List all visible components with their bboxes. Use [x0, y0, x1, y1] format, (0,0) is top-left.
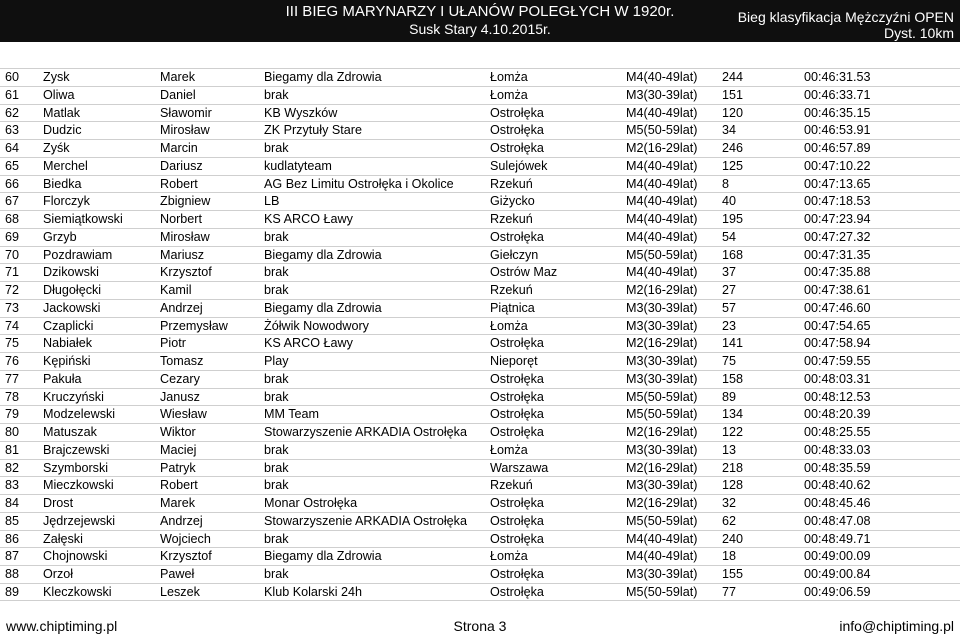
table-row — [0, 423, 960, 441]
table-row — [0, 317, 960, 335]
city-cell: Łomża — [490, 70, 528, 84]
results-header — [0, 0, 960, 42]
city-cell: Rzekuń — [490, 212, 533, 226]
last-name-cell: Mieczkowski — [43, 478, 114, 493]
first-name-cell: Andrzej — [160, 300, 203, 315]
bib-number-cell: 8 — [722, 176, 730, 191]
category-cell: M4(40-49lat) — [626, 194, 698, 209]
finish-time-cell: 00:48:35.59 — [804, 460, 871, 475]
last-name-cell: Dudzic — [43, 123, 82, 138]
first-name-cell: Marek — [160, 70, 195, 84]
last-name-cell: Grzyb — [43, 229, 77, 244]
table-row — [0, 281, 960, 299]
last-name-cell: Jędrzejewski — [43, 513, 116, 528]
category-cell: M4(40-49lat) — [626, 212, 698, 226]
last-name-cell: Dzikowski — [43, 265, 99, 280]
city-cell: Ostrołęka — [490, 567, 544, 581]
bib-number-cell: 155 — [722, 567, 744, 581]
place-cell: 83 — [5, 478, 20, 493]
last-name-cell: Drost — [43, 496, 74, 510]
last-name-cell: Modzelewski — [43, 407, 116, 422]
club-cell: KB Wyszków — [264, 105, 338, 120]
last-name-cell: Długołęcki — [43, 283, 102, 297]
table-row — [0, 121, 960, 139]
finish-time-cell: 00:47:54.65 — [804, 318, 871, 333]
city-cell: Sulejówek — [490, 158, 548, 173]
bib-number-cell: 18 — [722, 549, 737, 564]
category-cell: M2(16-29lat) — [626, 496, 698, 510]
category-cell: M2(16-29lat) — [626, 460, 698, 475]
table-row — [0, 352, 960, 370]
city-cell: Ostrołęka — [490, 496, 544, 510]
city-cell: Ostrołęka — [490, 123, 544, 138]
bib-number-cell: 122 — [722, 425, 744, 439]
bib-number-cell: 77 — [722, 584, 737, 599]
category-cell: M4(40-49lat) — [626, 176, 698, 191]
category-cell: M2(16-29lat) — [626, 425, 698, 439]
finish-time-cell: 00:46:35.15 — [804, 105, 871, 120]
category-cell: M4(40-49lat) — [626, 531, 698, 546]
city-cell: Ostrołęka — [490, 407, 544, 422]
first-name-cell: Zbigniew — [160, 194, 211, 209]
last-name-cell: Florczyk — [43, 194, 90, 209]
first-name-cell: Wojciech — [160, 531, 211, 546]
first-name-cell: Marcin — [160, 141, 198, 155]
club-cell: Klub Kolarski 24h — [264, 584, 363, 599]
place-cell: 87 — [5, 549, 20, 564]
table-row — [0, 441, 960, 459]
place-cell: 64 — [5, 141, 20, 155]
table-row — [0, 388, 960, 406]
club-cell: Stowarzyszenie ARKADIA Ostrołęka — [264, 425, 467, 439]
bib-number-cell: 120 — [722, 105, 744, 120]
bib-number-cell: 34 — [722, 123, 737, 138]
table-row — [0, 494, 960, 512]
category-cell: M2(16-29lat) — [626, 141, 698, 155]
table-row — [0, 157, 960, 175]
club-cell: ZK Przytuły Stare — [264, 123, 362, 138]
event-date-location: Susk Stary 4.10.2015r. — [409, 21, 551, 37]
place-cell: 89 — [5, 584, 20, 599]
first-name-cell: Mariusz — [160, 247, 205, 262]
club-cell: brak — [264, 442, 289, 457]
first-name-cell: Piotr — [160, 336, 186, 351]
finish-time-cell: 00:49:00.84 — [804, 567, 871, 581]
finish-time-cell: 00:49:06.59 — [804, 584, 871, 599]
place-cell: 80 — [5, 425, 20, 439]
place-cell: 67 — [5, 194, 20, 209]
finish-time-cell: 00:46:53.91 — [804, 123, 871, 138]
city-cell: Ostrołęka — [490, 531, 544, 546]
place-cell: 69 — [5, 229, 20, 244]
place-cell: 81 — [5, 442, 20, 457]
last-name-cell: Merchel — [43, 158, 88, 173]
city-cell: Ostrów Maz — [490, 265, 558, 280]
last-name-cell: Pozdrawiam — [43, 247, 113, 262]
city-cell: Ostrołęka — [490, 229, 544, 244]
club-cell: brak — [264, 265, 289, 280]
finish-time-cell: 00:47:35.88 — [804, 265, 871, 280]
club-cell: brak — [264, 283, 289, 297]
finish-time-cell: 00:47:59.55 — [804, 354, 871, 368]
city-cell: Ostrołęka — [490, 425, 544, 439]
finish-time-cell: 00:47:27.32 — [804, 229, 871, 244]
table-row — [0, 547, 960, 565]
bib-number-cell: 13 — [722, 442, 737, 457]
place-cell: 86 — [5, 531, 20, 546]
first-name-cell: Przemysław — [160, 318, 228, 333]
city-cell: Ostrołęka — [490, 371, 544, 386]
club-cell: kudlatyteam — [264, 158, 332, 173]
bib-number-cell: 240 — [722, 531, 744, 546]
finish-time-cell: 00:47:46.60 — [804, 300, 871, 315]
table-row — [0, 583, 960, 601]
bib-number-cell: 57 — [722, 300, 737, 315]
table-row — [0, 405, 960, 423]
finish-time-cell: 00:48:45.46 — [804, 496, 871, 510]
first-name-cell: Krzysztof — [160, 549, 212, 564]
results-table — [0, 68, 960, 601]
last-name-cell: Czaplicki — [43, 318, 94, 333]
bib-number-cell: 125 — [722, 158, 744, 173]
table-row — [0, 192, 960, 210]
place-cell: 72 — [5, 283, 20, 297]
last-name-cell: Matlak — [43, 105, 81, 120]
club-cell: brak — [264, 460, 289, 475]
category-cell: M2(16-29lat) — [626, 336, 698, 351]
club-cell: Biegamy dla Zdrowia — [264, 300, 382, 315]
finish-time-cell: 00:47:31.35 — [804, 247, 871, 262]
finish-time-cell: 00:48:33.03 — [804, 442, 871, 457]
finish-time-cell: 00:48:40.62 — [804, 478, 871, 493]
table-row — [0, 68, 960, 86]
club-cell: brak — [264, 229, 289, 244]
table-row — [0, 210, 960, 228]
club-cell: LB — [264, 194, 280, 209]
first-name-cell: Maciej — [160, 442, 197, 457]
first-name-cell: Leszek — [160, 584, 200, 599]
place-cell: 79 — [5, 407, 20, 422]
bib-number-cell: 218 — [722, 460, 744, 475]
table-row — [0, 334, 960, 352]
club-cell: brak — [264, 567, 289, 581]
finish-time-cell: 00:47:58.94 — [804, 336, 871, 351]
city-cell: Ostrołęka — [490, 105, 544, 120]
finish-time-cell: 00:48:20.39 — [804, 407, 871, 422]
place-cell: 74 — [5, 318, 20, 333]
category-cell: M3(30-39lat) — [626, 442, 698, 457]
bib-number-cell: 128 — [722, 478, 744, 493]
city-cell: Nieporęt — [490, 354, 538, 368]
bib-number-cell: 134 — [722, 407, 744, 422]
category-cell: M4(40-49lat) — [626, 265, 698, 280]
city-cell: Łomża — [490, 87, 528, 102]
category-cell: M4(40-49lat) — [626, 158, 698, 173]
club-cell: Biegamy dla Zdrowia — [264, 70, 382, 84]
classification-label: Bieg klasyfikacja Mężczyźni OPEN — [737, 9, 954, 25]
category-cell: M2(16-29lat) — [626, 283, 698, 297]
finish-time-cell: 00:46:31.53 — [804, 70, 871, 84]
bib-number-cell: 89 — [722, 389, 737, 404]
finish-time-cell: 00:48:25.55 — [804, 425, 871, 439]
website-link[interactable]: www.chiptiming.pl — [6, 618, 118, 634]
club-cell: brak — [264, 87, 289, 102]
club-cell: Żółwik Nowodwory — [264, 318, 369, 333]
club-cell: brak — [264, 389, 289, 404]
place-cell: 60 — [5, 70, 20, 84]
city-cell: Łomża — [490, 442, 528, 457]
city-cell: Rzekuń — [490, 176, 533, 191]
table-row — [0, 370, 960, 388]
finish-time-cell: 00:46:33.71 — [804, 87, 871, 102]
first-name-cell: Tomasz — [160, 354, 204, 368]
event-title: III BIEG MARYNARZY I UŁANÓW POLEGŁYCH W 1920r. — [285, 3, 675, 20]
first-name-cell: Robert — [160, 478, 198, 493]
last-name-cell: Zysk — [43, 70, 70, 84]
bib-number-cell: 27 — [722, 283, 737, 297]
table-row — [0, 565, 960, 583]
category-cell: M5(50-59lat) — [626, 389, 698, 404]
category-cell: M3(30-39lat) — [626, 567, 698, 581]
first-name-cell: Wiktor — [160, 425, 196, 439]
bib-number-cell: 62 — [722, 513, 737, 528]
place-cell: 68 — [5, 212, 20, 226]
last-name-cell: Szymborski — [43, 460, 109, 475]
club-cell: Biegamy dla Zdrowia — [264, 247, 382, 262]
category-cell: M5(50-59lat) — [626, 584, 698, 599]
club-cell: MM Team — [264, 407, 320, 422]
place-cell: 70 — [5, 247, 20, 262]
email-link[interactable]: info@chiptiming.pl — [839, 618, 954, 634]
bib-number-cell: 246 — [722, 141, 744, 155]
category-cell: M5(50-59lat) — [626, 407, 698, 422]
first-name-cell: Cezary — [160, 371, 200, 386]
bib-number-cell: 151 — [722, 87, 744, 102]
last-name-cell: Nabiałek — [43, 336, 93, 351]
place-cell: 73 — [5, 300, 20, 315]
bib-number-cell: 32 — [722, 496, 737, 510]
category-cell: M4(40-49lat) — [626, 549, 698, 564]
city-cell: Ostrołęka — [490, 141, 544, 155]
finish-time-cell: 00:49:00.09 — [804, 549, 871, 564]
city-cell: Ostrołęka — [490, 584, 544, 599]
category-cell: M4(40-49lat) — [626, 105, 698, 120]
category-cell: M5(50-59lat) — [626, 513, 698, 528]
city-cell: Ostrołęka — [490, 336, 544, 351]
place-cell: 71 — [5, 265, 20, 280]
last-name-cell: Zyśk — [43, 141, 70, 155]
city-cell: Giżycko — [490, 194, 535, 209]
finish-time-cell: 00:47:23.94 — [804, 212, 871, 226]
club-cell: Stowarzyszenie ARKADIA Ostrołęka — [264, 513, 467, 528]
city-cell: Łomża — [490, 549, 528, 564]
city-cell: Ostrołęka — [490, 513, 544, 528]
first-name-cell: Krzysztof — [160, 265, 212, 280]
place-cell: 78 — [5, 389, 20, 404]
place-cell: 84 — [5, 496, 20, 510]
club-cell: KS ARCO Ławy — [264, 212, 353, 226]
first-name-cell: Mirosław — [160, 123, 210, 138]
page-number: Strona 3 — [453, 618, 507, 634]
place-cell: 85 — [5, 513, 20, 528]
table-row — [0, 228, 960, 246]
first-name-cell: Norbert — [160, 212, 202, 226]
city-cell: Giełczyn — [490, 247, 539, 262]
last-name-cell: Orzoł — [43, 567, 74, 581]
place-cell: 62 — [5, 105, 20, 120]
place-cell: 77 — [5, 371, 20, 386]
last-name-cell: Kruczyński — [43, 389, 104, 404]
place-cell: 66 — [5, 176, 20, 191]
last-name-cell: Brajczewski — [43, 442, 110, 457]
category-cell: M3(30-39lat) — [626, 318, 698, 333]
place-cell: 76 — [5, 354, 20, 368]
finish-time-cell: 00:48:47.08 — [804, 513, 871, 528]
first-name-cell: Andrzej — [160, 513, 203, 528]
finish-time-cell: 00:46:57.89 — [804, 141, 871, 155]
city-cell: Piątnica — [490, 300, 535, 315]
first-name-cell: Sławomir — [160, 105, 212, 120]
place-cell: 65 — [5, 158, 20, 173]
table-row — [0, 476, 960, 494]
bib-number-cell: 37 — [722, 265, 737, 280]
last-name-cell: Matuszak — [43, 425, 97, 439]
place-cell: 82 — [5, 460, 20, 475]
last-name-cell: Pakuła — [43, 371, 82, 386]
finish-time-cell: 00:48:03.31 — [804, 371, 871, 386]
club-cell: Play — [264, 354, 289, 368]
club-cell: Monar Ostrołęka — [264, 496, 358, 510]
bib-number-cell: 168 — [722, 247, 744, 262]
category-cell: M3(30-39lat) — [626, 371, 698, 386]
city-cell: Rzekuń — [490, 283, 533, 297]
table-row — [0, 512, 960, 530]
table-row — [0, 299, 960, 317]
last-name-cell: Oliwa — [43, 87, 75, 102]
category-cell: M4(40-49lat) — [626, 229, 698, 244]
category-cell: M5(50-59lat) — [626, 123, 698, 138]
bib-number-cell: 244 — [722, 70, 744, 84]
first-name-cell: Robert — [160, 176, 198, 191]
city-cell: Rzekuń — [490, 478, 533, 493]
finish-time-cell: 00:47:10.22 — [804, 158, 871, 173]
table-row — [0, 246, 960, 264]
bib-number-cell: 158 — [722, 371, 744, 386]
table-row — [0, 86, 960, 104]
first-name-cell: Kamil — [160, 283, 192, 297]
bib-number-cell: 23 — [722, 318, 737, 333]
table-row — [0, 104, 960, 122]
last-name-cell: Chojnowski — [43, 549, 108, 564]
place-cell: 63 — [5, 123, 20, 138]
first-name-cell: Paweł — [160, 567, 195, 581]
first-name-cell: Patryk — [160, 460, 196, 475]
first-name-cell: Wiesław — [160, 407, 207, 422]
first-name-cell: Mirosław — [160, 229, 210, 244]
club-cell: brak — [264, 531, 289, 546]
club-cell: brak — [264, 371, 289, 386]
club-cell: brak — [264, 141, 289, 155]
first-name-cell: Dariusz — [160, 158, 203, 173]
table-row — [0, 263, 960, 281]
table-row — [0, 139, 960, 157]
city-cell: Ostrołęka — [490, 389, 544, 404]
city-cell: Warszawa — [490, 460, 549, 475]
finish-time-cell: 00:47:38.61 — [804, 283, 871, 297]
city-cell: Łomża — [490, 318, 528, 333]
category-cell: M4(40-49lat) — [626, 70, 698, 84]
last-name-cell: Kleczkowski — [43, 584, 112, 599]
bib-number-cell: 54 — [722, 229, 737, 244]
place-cell: 88 — [5, 567, 20, 581]
bib-number-cell: 195 — [722, 212, 744, 226]
category-cell: M3(30-39lat) — [626, 300, 698, 315]
last-name-cell: Jackowski — [43, 300, 101, 315]
club-cell: AG Bez Limitu Ostrołęka i Okolice — [264, 176, 454, 191]
club-cell: Biegamy dla Zdrowia — [264, 549, 382, 564]
club-cell: brak — [264, 478, 289, 493]
last-name-cell: Kępiński — [43, 354, 91, 368]
page-footer — [0, 612, 960, 634]
category-cell: M5(50-59lat) — [626, 247, 698, 262]
finish-time-cell: 00:47:13.65 — [804, 176, 871, 191]
bib-number-cell: 141 — [722, 336, 744, 351]
last-name-cell: Biedka — [43, 176, 82, 191]
last-name-cell: Siemiątkowski — [43, 212, 123, 226]
finish-time-cell: 00:48:49.71 — [804, 531, 871, 546]
first-name-cell: Janusz — [160, 389, 200, 404]
first-name-cell: Daniel — [160, 87, 196, 102]
finish-time-cell: 00:48:12.53 — [804, 389, 871, 404]
table-row — [0, 175, 960, 193]
distance-label: Dyst. 10km — [883, 25, 954, 41]
place-cell: 75 — [5, 336, 20, 351]
club-cell: KS ARCO Ławy — [264, 336, 353, 351]
category-cell: M3(30-39lat) — [626, 354, 698, 368]
first-name-cell: Marek — [160, 496, 195, 510]
table-row — [0, 530, 960, 548]
category-cell: M3(30-39lat) — [626, 478, 698, 493]
bib-number-cell: 40 — [722, 194, 737, 209]
last-name-cell: Załęski — [43, 531, 83, 546]
finish-time-cell: 00:47:18.53 — [804, 194, 871, 209]
place-cell: 61 — [5, 87, 20, 102]
category-cell: M3(30-39lat) — [626, 87, 698, 102]
table-row — [0, 459, 960, 477]
bib-number-cell: 75 — [722, 354, 737, 368]
